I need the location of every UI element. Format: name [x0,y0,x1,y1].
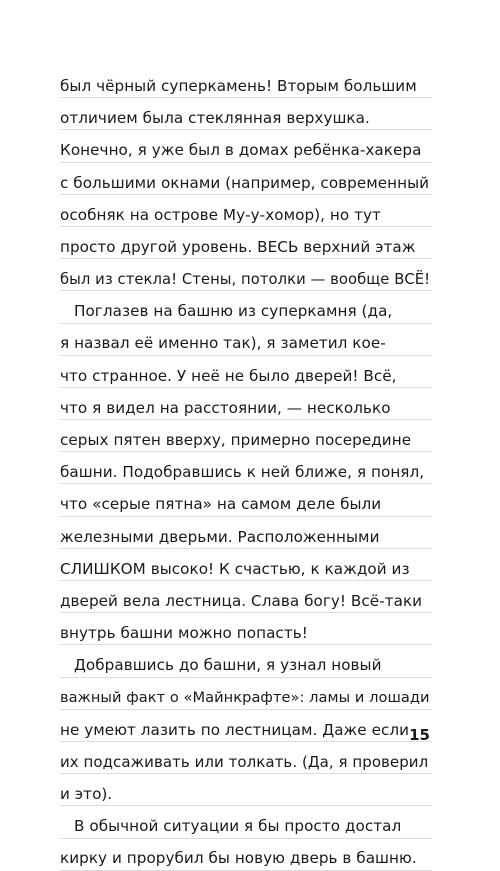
line-text: СЛИШКОМ высоко! К счастью, к каждой из [60,559,410,578]
line-text: Конечно, я уже был в домах ребёнка-хакера [60,141,422,160]
text-line [60,66,432,98]
text-line [60,259,432,291]
text-line [60,839,432,871]
line-text: внутрь башни можно попасть! [60,624,308,643]
line-text: и это). [60,785,113,804]
line-text: Добравшись до башни, я узнал новый [74,656,382,675]
text-line [60,98,432,130]
text-line [60,710,432,742]
text-line [60,549,432,581]
line-text: Поглазев на башню из суперкамня (да, [74,302,393,321]
text-line [60,388,432,420]
text-line [60,613,432,645]
text-line [60,645,432,677]
line-text: серых пятен вверху, примерно посередине [60,431,412,450]
line-text: отличием была стеклянная верхушка. [60,109,370,128]
line-text: был из стекла! Стены, потолки — вообще ВСЁ! [60,270,431,288]
text-line [60,291,432,323]
line-text: башни. Подобравшись к ней ближе, я понял, [60,463,425,482]
line-text: их подсаживать или толкать. (Да, я проверил [60,753,429,772]
text-line [60,356,432,388]
text-line [60,678,432,710]
ruled-text-block [60,66,432,871]
text-line [60,581,432,613]
text-line [60,806,432,838]
line-text: В обычной ситуации я бы просто достал [74,817,402,836]
line-text: с большими окнами (например, современный [60,173,430,192]
line-text: не умеют лазить по лестницам. Даже если [60,720,410,739]
line-text: что «серые пятна» на самом деле были [60,495,382,514]
line-text: особняк на острове Му-у-хомор), но тут [60,205,381,224]
text-line [60,774,432,806]
text-line [60,163,432,195]
text-line [60,227,432,259]
line-text: что я видел на расстоянии, — несколько [60,398,391,417]
line-text: что странное. У неё не было дверей! Всё, [60,366,397,385]
line-text: был чёрный суперкамень! Вторым большим [60,76,417,95]
text-line [60,742,432,774]
text-line [60,517,432,549]
page-number: 15 [409,726,430,744]
text-line [60,452,432,484]
line-text: кирку и прорубил бы новую дверь в башню. [60,849,417,868]
text-line [60,324,432,356]
line-text: дверей вела лестница. Слава богу! Всё-таки [60,591,423,610]
line-text: железными дверьми. Расположенными [60,527,380,546]
line-text: просто другой уровень. ВЕСЬ верхний этаж [60,237,416,256]
line-text: я назвал её именно так), я заметил кое- [60,334,386,353]
text-line [60,130,432,162]
line-text: важный факт о «Майнкрафте»: ламы и лошади [60,689,430,707]
text-line [60,195,432,227]
text-line [60,484,432,516]
text-line [60,420,432,452]
